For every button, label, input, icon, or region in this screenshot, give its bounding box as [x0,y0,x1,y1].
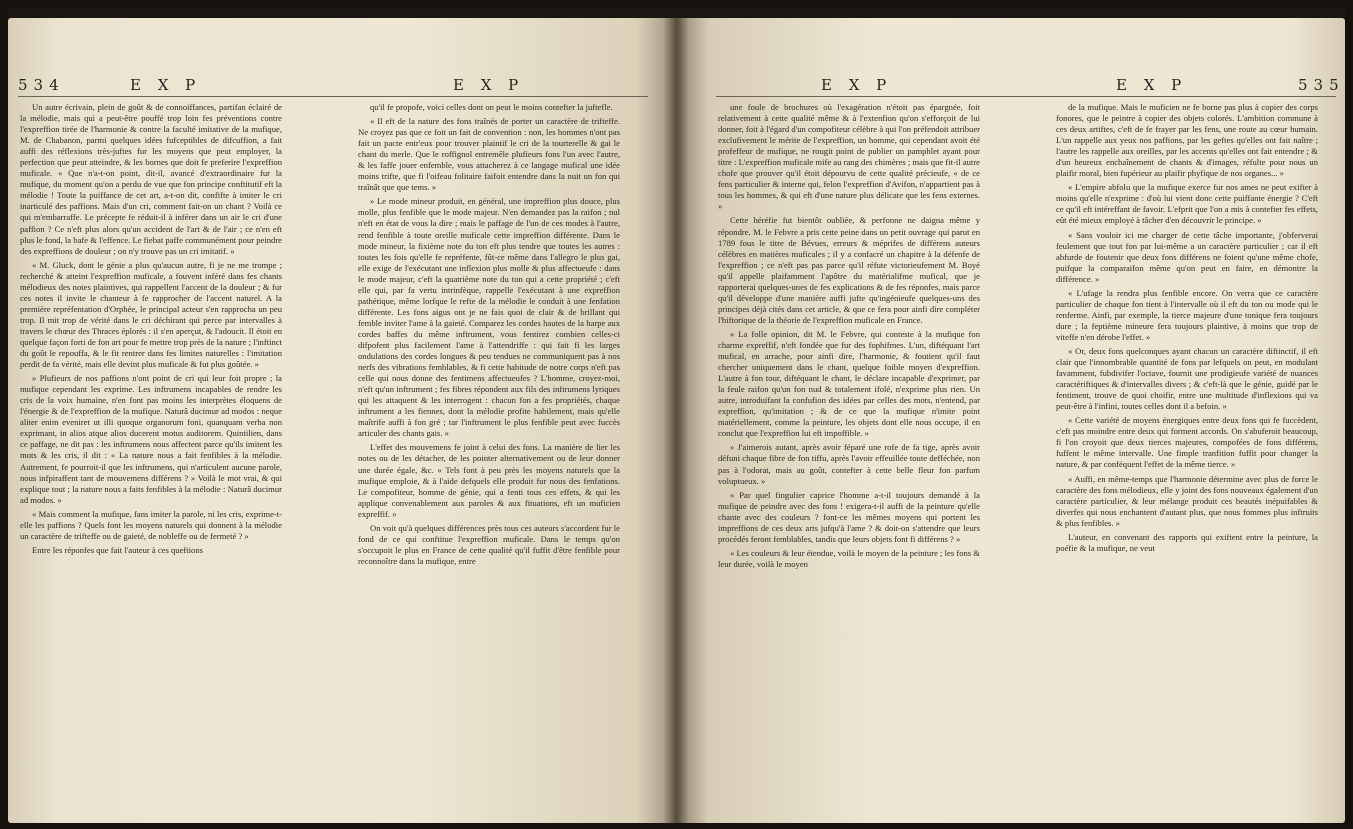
text-column-1 [718,102,980,818]
running-head: E X P [453,76,525,94]
text-column-2 [1056,102,1318,818]
running-head: E X P [821,76,893,94]
paragraph: « La folle opinion, dit M. le Febvre, qui conteste à la mufique fon charme expreffif, n'eft fondée que fur des fophifmes. L'un, diftéquant l'art mufical, en arrache, pour ainfi dire, l'harmonie, & foutient qu'il faut chercher uniquement dans le chant, quelque foible moyen d'expreffion. L'autre à fon tour, diftéquant le chant, le déclare incapable d'exprimer, par la feule raifon qu'un fon nud & totalement ifolé, n'exprime plus rien. Un autre, introduifant la confufion des idées par celles des mots, n'entend, par expreffion, qu'imitation ; & de ce que la mufique n'imite point matériellement, comme la peinture, les objets dont elle nous occupe, il en conclut que l'expreffion lui eft impoffible. » [718,328,980,439]
paragraph: Entre les réponfes que fait l'auteur à ces queftions [32,544,203,555]
paragraph: On voit qu'à quelques différences près tous ces auteurs s'accordent fur le fond de ce qui conftitue l'expreffion muficale. Dans le temps qu'on s'occupoit le plus en France de cette qualité qu'il fuffit d'être fenfible pour reconnoître dans la mufique, entre [358,522,620,566]
paragraph: « Or, deux fons quelconques ayant chacun un caractère diftinctif, il eft clair que l'innombrable quantité de fons par lefquels on peut, en modulant favamment, fubdivifer l'octave, fournit une prodigieufe variété de nuances caractériftiques & d'intervalles divers ; & c'eft-là que le génie, guidé par le fentiment, trouve de quoi choifir, entre une multitude d'inflexions qui va peut-être à l'infini, toutes celles dont il a befoin. » [1056,345,1318,412]
paragraph: » J'aimerois autant, après avoir féparé une rofe de fa tige, après avoir défuni chaque fibre de fon tiffu, après l'avoir effeuillée toute defféchée, non pas à l'odorat, mais au goût, contefter à cette belle fleur fon parfum voluptueux. » [718,442,980,486]
right-page [676,18,1345,823]
running-head: E X P [130,76,202,94]
left-page [8,18,676,823]
text-column-2 [358,102,620,818]
paragraph: « Mais comment la mufique, fans imiter la parole, ni les cris, exprime-t-elle les paffions ? Quels font les moyens naturels qui donnent à la mélodie un caractère de trifteffe ou de gaieté, de nobleffe ou de fermeté ? » [20,508,282,541]
paragraph: « Cette variété de moyens énergiques entre deux fons qui fe fuccèdent, c'eft pas moindre entre deux qui forment accords. On s'abuferoit beaucoup, fi l'on croyoit que deux tierces majeures, compofées de fons différens, fuffent le même intervalle. Une fimple tranfition fuffit pour changer la nature, & par conféquent l'effet de la même tierce. » [1056,415,1318,470]
open-book [8,8,1345,823]
paragraph: « Les couleurs & leur étendue, voilà le moyen de la peinture ; les fons & leur durée, voilà le moyen [718,547,980,569]
paragraph: de la mufique. Mais le muficien ne fe borne pas plus à copier des corps fonores, que le peintre à copier des objets colorés. L'ambition commune à ces deux artiftes, c'eft de fe frayer par les fens, une route au cœur humain. L'un rappelle aux yeux nos paffions, par les geftes qu'elles ont fait naître ; l'autre les rappelle aux oreilles, par les accents qu'elles ont fait entendre ; & d'un heureux enchaînement de chants & d'images, réfulte pour nous un plaifir moral, bien fupérieur au plaifir phyfique de nos organes... » [1056,102,1318,179]
paragraph: L'auteur, en convenant des rapports qui exiftent entre la peinture, la poéfie & la mufique, ne veut [1056,531,1318,553]
running-head: E X P [1116,76,1188,94]
page-number: 534 [18,76,65,94]
paragraph: une foule de brochures où l'exagération n'étoit pas épargnée, foit relativement à cette qualité même & à l'extenfion qu'on s'efforçoit de lui donner, foit à l'égard d'un compofiteur célèbre à qui l'on préfendoit attribuer exclufivement le mérite de l'expreffion, un homme, qui cependant avoit été profeffeur de mufique, ne rougit point de publier un pamphlet ayant pour titre : L'expreffion muficale mife au rang des chimères ; mais que fit-il autre chofe que prouver qu'il étoit dépourvu de cette qualité précieufe, « de ce fens particulier & interne qui, felon l'expreffion d'Avifon, n'appartient pas à tous les hommes, & qui eft d'une nature plus délicate que les fens externes. » [718,102,980,212]
book-gutter [663,18,689,823]
paragraph: Un autre écrivain, plein de goût & de connoiffances, partifan éclairé de la mélodie, mais qui a peut-être pouffé trop loin fes préventions contre l'expreffion tirée de l'harmonie & contre la faculté imitative de la mufique, M. de Chabanon, parmi quelques idées fufceptibles de difcuffion, a fait auffi des réflexions très-juftes fur les moyens que peut employer, la perfection que peut atteindre, & les bornes que doit fe preferire l'expreffion muficale. « Que n'a-t-on point, dit-il, avancé d'extraordinaire fur la mufique, du moment qu'on a perdu de vue que fon principe conftitutif eft la mélodie ! Toute la puiffance de cet art, a-t-on dit, confifte à imiter le cri inarticulé des paffions. Mais d'un cri, comment fait-on un chant ? Voilà ce qui m'embarraffe. Le précepte fe réduit-il à inférer dans un air le cri d'une paffion ? Ce n'eft plus alors qu'un accident de l'art & de l'air ; ce n'en eft plus le fond, la bafe & l'effence. Le fiebat paffe communément pour peindre des expreffions de douleur ; on n'y trouve pas un cri imitatif. » [20,102,282,256]
page-number: 535 [1298,76,1345,94]
paragraph: qu'il fe propofe, voici celles dont on peut le moins contefter la juftefle. [370,102,613,112]
header-rule [18,96,648,97]
text-column-1 [20,102,282,818]
paragraph: » Plufieurs de nos paffions n'ont point de cri qui leur foit propre ; la mufique cependant les exprime. Les inftrumens incapables de rendre les cris de la voix humaine, n'en font pas moins les interprètes éloquens de l'énergie & de l'expreffion de la mufique. Naturâ ducimur ad modos : neque aliter enim eveniret ut illi quoque organorum foni, quanquam verba non exprimant, in alios atque alios ducerent motus auditorem. Quintilien, dans ce paffage, ne dit pas : les inftrumens nous affectent parce qu'ils imitent les mots & les cris, il dit : « La nature nous a fait fenfibles à la mélodie. Autrement, fe pourroit-il que les inftrumens, qui n'articulent aucune parole, nous infpiraffent tant de mouvemens différens ? » Voilà le mot vrai, & qui explique tout ; la nature nous a faits fenfibles à la mélodie : Naturâ ducimur ad modos. » [20,373,282,505]
paragraph: Cette héréfie fut bientôt oubliée, & perfonne ne daigna même y répondre. M. le Febvre a pris cette peine dans un petit ouvrage qui parut en 1789 fous le titre de Bévues, erreurs & méprifes de différens auteurs célèbres en matières muficales ; il y a confacré un chapitre à la défenfe de l'expreffion ; ce n'eft pas pas parce qu'il réfute victorieufement M. Boyé qu'il appelle plaifamment l'apôtre du matérialifme mufical, que je rapporterai quelques-unes de fes explications & de fes réponfes, mais parce qu'il développe d'une manière auffi jufte qu'ingénieufe quelques-uns des principes déjà cités dans cet article, & que ce fera pour ainfi dire compléter l'hiftorique de la théorie de l'expreffion muficale en France. [718,215,980,325]
paragraph: L'effet des mouvemens fe joint à celui des fons. La manière de lier les notes ou de les détacher, de les pointer alternativement ou de leur donner une durée égale, &c. « Tels font à peu près les moyens naturels que la mufique emploie, & à l'aide defquels elle produit fur nous des fenfations. Le compofiteur, homme de génie, qui a fenti tous ces effets, & qui les applique convenablement aux paroles & aux fituations, eft un muficien expreffif. » [358,442,620,519]
paragraph: « Par quel fingulier caprice l'homme a-t-il toujours demandé à la mufique de peindre avec des fons ! exigera-t-il auffi de la peinture qu'elle chante avec des couleurs ? font-ce les mêmes moyens qui portent les impreffions de ces deux arts jufqu'à l'ame ? & doit-on s'attendre que leurs procédés feront femblables, tandis que leurs objets font fi différens ? » [718,489,980,544]
paragraph: » Le mode mineur produit, en général, une impreffion plus douce, plus molle, plus fenfible que le mode majeur. N'en demandez pas la raifon ; nul n'eft en état de vous la dire ; mais le paffage de l'un de ces modes à l'autre, rend fenfible à toute oreille muficale cette impreffion différente. Dans le mode mineur, la fixième note du ton eft plus tendre que toutes les autres : toutes les fois qu'elle fe repréfente, fût-ce même dans l'allegro le plus gai, elle exige de l'exécutant une inflexion plus molle & plus affectueufe : dans le mode majeur, c'eft la quatrième note du ton qui a cette propriété ; c'eft elle qui, par fa vertu intrinfèque, rappelle l'exécutant à une expreffion pathétique, même lorfque le refte de la mélodie le conduit à une fenfation différente. Les fons aigus ont je ne fais quoi de clair & de brillant qui femble inviter l'ame à la gaieté. Comparez les cordes hautes de la harpe aux cordes baffes du même inftrument, vous fentirez combien celles-ci difpofent plus facilement l'ame à l'attendriffe : qui fait fi les larges ondulations des cordes longues & peu tendues ne communiquent pas à nos nerfs des vibrations femblables, & fi cette habitude de notre corps n'eft pas celle qui nous donne des fentimens affectueufes ? L'homme, croyez-moi, n'eft qu'un inftrument ; fes fibres répondent aux fils des inftrumens lyriques qui les attaquent & les interrogent : chacun fon a fes propriétés, chaque inftrument a les fiennes, dont la mélodie profite habilement, mais qu'elle maîtrife auffi à fon gré ; tar l'inftrument le plus fenfible peut avec fuccès articuler des chants gais. » [358,196,620,439]
paragraph: « L'empire abfolu que la mufique exerce fur nos ames ne peut exifter à moins qu'elle n'exprime : d'où lui vient donc cette puiffante énergie ? C'eft ce qu'il eft intéreffant de favoir. L'efprit que l'on a mis à contefter fes effets, eût été mieux employé à tâcher d'en découvrir le principe. » [1056,182,1318,226]
paragraph: « M. Gluck, dont le génie a plus qu'aucun autre, fi je ne me trompe ; recherché & atteint l'expreffion muficale, a fouvent inféré dans fes chants mélodieux des notes plaintives, qui rappellent l'accent de la douleur ; & fur ces notes il invite le chanteur à fe rapprocher de l'accent naturel. A la première repréfentation d'Orphée, le principal acteur s'en rapprocha un peu trop. Il mit trop de vérité dans le cri déchirant qui perce par intervalles à travers le chœur des Thraces éplorés : il s'en aperçut, & l'adoucit. Il étoit en quelque façon forti de fon art pour fe mettre trop près de la nature ; l'inftinct du goût le repouffa, & le fit rentrer dans fes limites naturelles : l'imitation perdit de fa vérité, mais elle devint plus muficale & fut plus goûtée. » [20,259,282,370]
paragraph: « Sans vouloir ici me charger de cette tâche importante, j'obferverai feulement que tout fon par lui-même a un caractère particulier ; car il eft abfurde de foutenir que deux fons différens ne foient qu'une même chofe, puifque la comparaifon même qu'on peut en faire, en démontre la différence. » [1056,229,1318,284]
paragraph: « Auffi, en même-temps que l'harmonie détermine avec plus de force le caractère des fons mélodieux, elle y joint des fons nouveaux également d'un caractère particulier, & leur mélange produit ces beautés inépuifables & diverfes qui nous enchantent d'autant plus, que nous fommes plus inftruits & plus fenfibles. » [1056,473,1318,528]
paragraph: « L'ufage la rendra plus fenfible encore. On verra que ce caractère particulier de chaque fon tient à l'intervalle où il eft du ton ou mode qui le renferme. Ainfi, par exemple, la tierce majeure d'une tonique fera toujours dure ; la feptième mineure fera toujours plaintive, à moins que trop de viteffe n'en dérobe l'effet. » [1056,287,1318,342]
header-rule [716,96,1336,97]
paragraph: « Il eft de la nature des fons traînés de porter un caractère de trifteffe. Ne croyez pas que ce foit un fait de convention : non, les hommes n'ont pas fait un pacte entr'eux pour trouver plaintif le cri de la tourterelle & gai le chant du merle. Que le roffignol entremêle plufieurs fons l'un avec l'autre, & les faffe jouer enfemble, vous attacherez à ce langage mufical une idée moins trifte, que fi l'oifeau folitaire faifoit entendre dans la nuit un fon qui traînât que que tems. » [358,116,620,193]
